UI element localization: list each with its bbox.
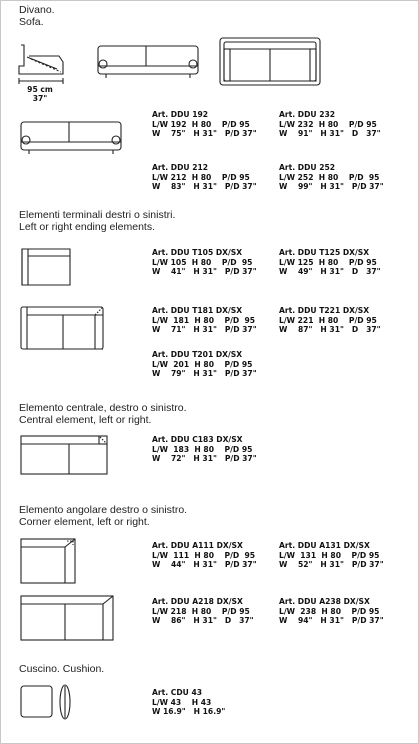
corner-large-top-drawing [19, 594, 115, 642]
sofa-model-front-drawing [19, 118, 123, 158]
spec-a131 [279, 541, 384, 570]
spec-ddu252-imperial: W 99" H 31" P/D 37" [279, 182, 384, 192]
spec-ddu252-art: Art. DDU 252 [279, 163, 336, 172]
section-cushion-heading [19, 663, 104, 675]
spec-t125-imperial: W 49" H 31" D 37" [279, 267, 381, 277]
section-central-en: Central element, left or right. [19, 414, 152, 426]
spec-a218-art: Art. DDU A218 DX/SX [152, 597, 243, 606]
spec-ddu192-imperial: W 75" H 31" P/D 37" [152, 129, 257, 139]
spec-a111-imperial: W 44" H 31" P/D 37" [152, 560, 257, 570]
section-central-heading [19, 402, 187, 426]
spec-t105-imperial: W 41" H 31" P/D 37" [152, 267, 257, 277]
section-corner-heading [19, 504, 187, 528]
spec-t105-art: Art. DDU T105 DX/SX [152, 248, 243, 257]
spec-a131-imperial: W 52" H 31" P/D 37" [279, 560, 384, 570]
spec-t181-imperial: W 71" H 31" P/D 37" [152, 325, 257, 335]
spec-a111 [152, 541, 257, 570]
spec-cdu43-art: Art. CDU 43 [152, 688, 203, 697]
cushion-side-drawing [58, 683, 72, 721]
depth-cm: 95 cm [27, 85, 53, 94]
spec-a111-metric: L/W 111 H 80 P/D 95 [152, 550, 256, 560]
spec-t181 [152, 306, 257, 335]
spec-t125-metric: L/W 125 H 80 P/D 95 [279, 257, 377, 267]
section-sofa-it: Divano. [19, 4, 55, 16]
spec-ddu212 [152, 163, 257, 192]
sofa-front-view-drawing [96, 42, 200, 82]
section-corner-en: Corner element, left or right. [19, 516, 150, 528]
spec-t201-metric: L/W 201 H 80 P/D 95 [152, 359, 253, 369]
sofa-top-view-drawing [219, 37, 323, 87]
spec-t125-art: Art. DDU T125 DX/SX [279, 248, 370, 257]
spec-ddu232-art: Art. DDU 232 [279, 110, 336, 119]
spec-a218-imperial: W 86" H 31" D 37" [152, 616, 254, 626]
spec-a131-art: Art. DDU A131 DX/SX [279, 541, 370, 550]
spec-ddu212-imperial: W 83" H 31" P/D 37" [152, 182, 257, 192]
spec-ddu192 [152, 110, 257, 139]
section-ending-en: Left or right ending elements. [19, 221, 155, 233]
spec-a131-metric: L/W 131 H 80 P/D 95 [279, 550, 380, 560]
cushion-front-drawing [19, 684, 55, 720]
spec-t125 [279, 248, 381, 277]
spec-ddu212-art: Art. DDU 212 [152, 163, 209, 172]
spec-cdu43 [152, 688, 225, 717]
spec-t201-imperial: W 79" H 31" P/D 37" [152, 369, 257, 379]
spec-t105-metric: L/W 105 H 80 P/D 95 [152, 257, 253, 267]
spec-a238-metric: L/W 238 H 80 P/D 95 [279, 606, 380, 616]
ending-large-top-drawing [19, 305, 105, 351]
spec-ddu232-imperial: W 91" H 31" D 37" [279, 129, 381, 139]
spec-t221-imperial: W 87" H 31" D 37" [279, 325, 381, 335]
spec-ddu232 [279, 110, 381, 139]
spec-t221-metric: L/W 221 H 80 P/D 95 [279, 315, 377, 325]
spec-c183 [152, 435, 257, 464]
spec-ddu192-metric: L/W 192 H 80 P/D 95 [152, 119, 250, 129]
spec-c183-imperial: W 72" H 31" P/D 37" [152, 454, 257, 464]
spec-a218-metric: L/W 218 H 80 P/D 95 [152, 606, 250, 616]
spec-t201-art: Art. DDU T201 DX/SX [152, 350, 243, 359]
section-ending-it: Elementi terminali destri o sinistri. [19, 209, 176, 221]
section-ending-heading [19, 209, 175, 233]
spec-c183-art: Art. DDU C183 DX/SX [152, 435, 243, 444]
corner-small-top-drawing [19, 537, 77, 585]
ending-small-top-drawing [19, 246, 73, 288]
sofa-side-view-drawing [17, 42, 65, 84]
section-corner-it: Elemento angolare destro o sinistro. [19, 504, 188, 516]
spec-a238-imperial: W 94" H 31" P/D 37" [279, 616, 384, 626]
spec-t105 [152, 248, 257, 277]
spec-a218 [152, 597, 254, 626]
section-cushion-title: Cuscino. Cushion. [19, 663, 105, 675]
spec-ddu192-art: Art. DDU 192 [152, 110, 209, 119]
depth-in: 37" [32, 94, 48, 103]
spec-t181-art: Art. DDU T181 DX/SX [152, 306, 243, 315]
spec-t221 [279, 306, 381, 335]
spec-t221-art: Art. DDU T221 DX/SX [279, 306, 370, 315]
spec-t181-metric: L/W 181 H 80 P/D 95 [152, 315, 256, 325]
spec-t201 [152, 350, 257, 379]
spec-ddu252-metric: L/W 252 H 80 P/D 95 [279, 172, 380, 182]
spec-ddu212-metric: L/W 212 H 80 P/D 95 [152, 172, 250, 182]
section-central-it: Elemento centrale, destro o sinistro. [19, 402, 187, 414]
depth-label [20, 85, 60, 103]
spec-ddu232-metric: L/W 232 H 80 P/D 95 [279, 119, 377, 129]
spec-ddu252 [279, 163, 384, 192]
spec-a111-art: Art. DDU A111 DX/SX [152, 541, 243, 550]
section-sofa-heading [19, 4, 55, 28]
spec-cdu43-metric: L/W 43 H 43 [152, 697, 212, 707]
spec-a238 [279, 597, 384, 626]
section-sofa-en: Sofa. [19, 16, 44, 28]
central-element-top-drawing [19, 434, 109, 476]
spec-cdu43-imperial: W 16.9" H 16.9" [152, 707, 226, 717]
spec-a238-art: Art. DDU A238 DX/SX [279, 597, 370, 606]
spec-c183-metric: L/W 183 H 80 P/D 95 [152, 444, 253, 454]
